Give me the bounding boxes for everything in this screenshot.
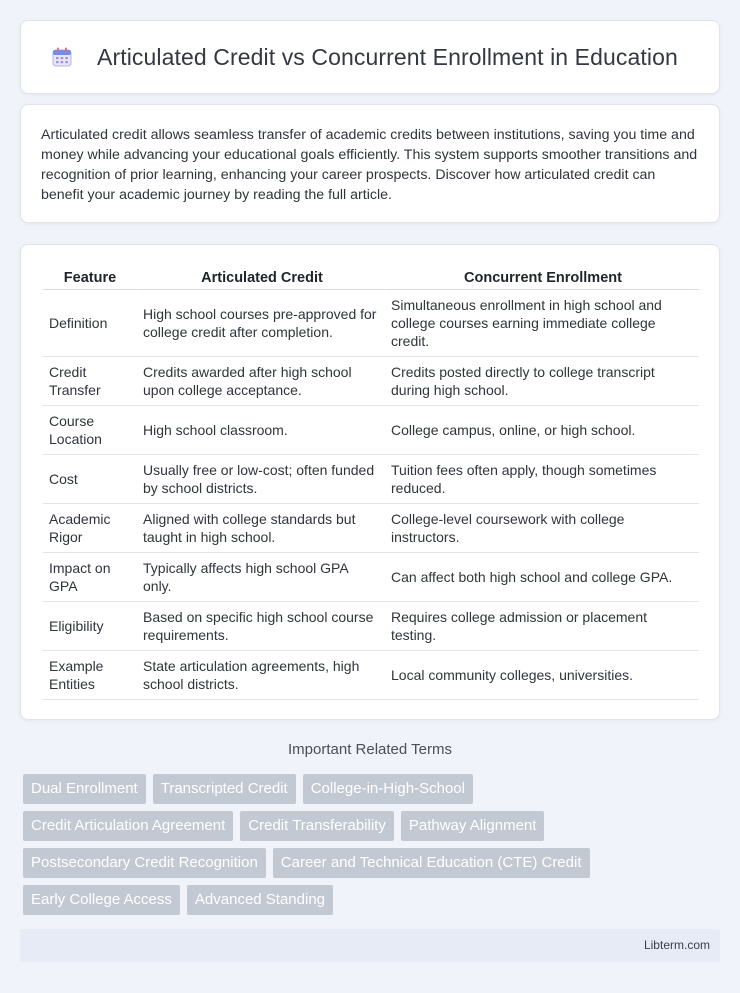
tag-cte-credit[interactable]: Career and Technical Education (CTE) Credit (273, 848, 590, 878)
concurrent-enrollment-cell: Can affect both high school and college GPA. (385, 553, 699, 602)
articulated-credit-cell: High school courses pre-approved for college credit after completion. (137, 290, 385, 357)
header-card (20, 20, 720, 94)
table-header-row (43, 265, 699, 290)
tag-postsecondary-credit-recognition[interactable]: Postsecondary Credit Recognition (23, 848, 266, 878)
table-row (43, 455, 699, 504)
tag-dual-enrollment[interactable]: Dual Enrollment (23, 774, 146, 804)
column-header-articulated-credit: Articulated Credit (137, 265, 385, 290)
table-row (43, 406, 699, 455)
feature-cell: Definition (43, 290, 137, 357)
intro-paragraph: Articulated credit allows seamless transfer of academic credits between institutions, saving you time and money while advancing your educational goals efficiently. This system supports smoother transitions and recognition of prior learning, enhancing your career prospects. Discover how articulated credit can benefit your academic journey by reading the full article. (41, 127, 698, 203)
related-terms-heading: Important Related Terms (288, 741, 452, 758)
feature-cell: Eligibility (43, 602, 137, 651)
concurrent-enrollment-cell: Credits posted directly to college transcript during high school. (385, 357, 699, 406)
articulated-credit-cell: Aligned with college standards but taught in high school. (137, 504, 385, 553)
feature-cell: Course Location (43, 406, 137, 455)
tag-pathway-alignment[interactable]: Pathway Alignment (401, 811, 545, 841)
tag-credit-articulation-agreement[interactable]: Credit Articulation Agreement (23, 811, 233, 841)
tag-early-college-access[interactable]: Early College Access (23, 885, 180, 915)
related-terms-list (23, 774, 723, 922)
concurrent-enrollment-cell: Local community colleges, universities. (385, 651, 699, 700)
tag-row (23, 885, 723, 915)
articulated-credit-cell: State articulation agreements, high school districts. (137, 651, 385, 700)
tag-row (23, 848, 723, 878)
intro-card (20, 104, 720, 223)
tag-college-in-high-school[interactable]: College-in-High-School (303, 774, 473, 804)
concurrent-enrollment-cell: College campus, online, or high school. (385, 406, 699, 455)
table-row (43, 504, 699, 553)
tag-row (23, 774, 723, 804)
tag-row (23, 811, 723, 841)
feature-cell: Academic Rigor (43, 504, 137, 553)
articulated-credit-cell: Typically affects high school GPA only. (137, 553, 385, 602)
articulated-credit-cell: Credits awarded after high school upon college acceptance. (137, 357, 385, 406)
calendar-icon (51, 46, 73, 68)
table-row (43, 357, 699, 406)
concurrent-enrollment-cell: Tuition fees often apply, though sometimes reduced. (385, 455, 699, 504)
table-row (43, 651, 699, 700)
table-row (43, 602, 699, 651)
tag-credit-transferability[interactable]: Credit Transferability (240, 811, 394, 841)
table-row (43, 290, 699, 357)
page-title: Articulated Credit vs Concurrent Enrollment in Education (97, 43, 678, 70)
articulated-credit-cell: Based on specific high school course requirements. (137, 602, 385, 651)
articulated-credit-cell: High school classroom. (137, 406, 385, 455)
column-header-concurrent-enrollment: Concurrent Enrollment (385, 265, 699, 290)
table-row (43, 553, 699, 602)
concurrent-enrollment-cell: College-level coursework with college instructors. (385, 504, 699, 553)
concurrent-enrollment-cell: Requires college admission or placement testing. (385, 602, 699, 651)
feature-cell: Example Entities (43, 651, 137, 700)
tag-advanced-standing[interactable]: Advanced Standing (187, 885, 333, 915)
comparison-table-card (20, 244, 720, 720)
footer-site-link[interactable]: Libterm.com (643, 938, 710, 952)
feature-cell: Credit Transfer (43, 357, 137, 406)
feature-cell: Impact on GPA (43, 553, 137, 602)
articulated-credit-cell: Usually free or low-cost; often funded by school districts. (137, 455, 385, 504)
concurrent-enrollment-cell: Simultaneous enrollment in high school and college courses earning immediate college credit. (385, 290, 699, 357)
footer (20, 929, 720, 962)
column-header-feature: Feature (43, 265, 137, 290)
tag-transcripted-credit[interactable]: Transcripted Credit (153, 774, 296, 804)
comparison-table (43, 265, 699, 700)
feature-cell: Cost (43, 455, 137, 504)
